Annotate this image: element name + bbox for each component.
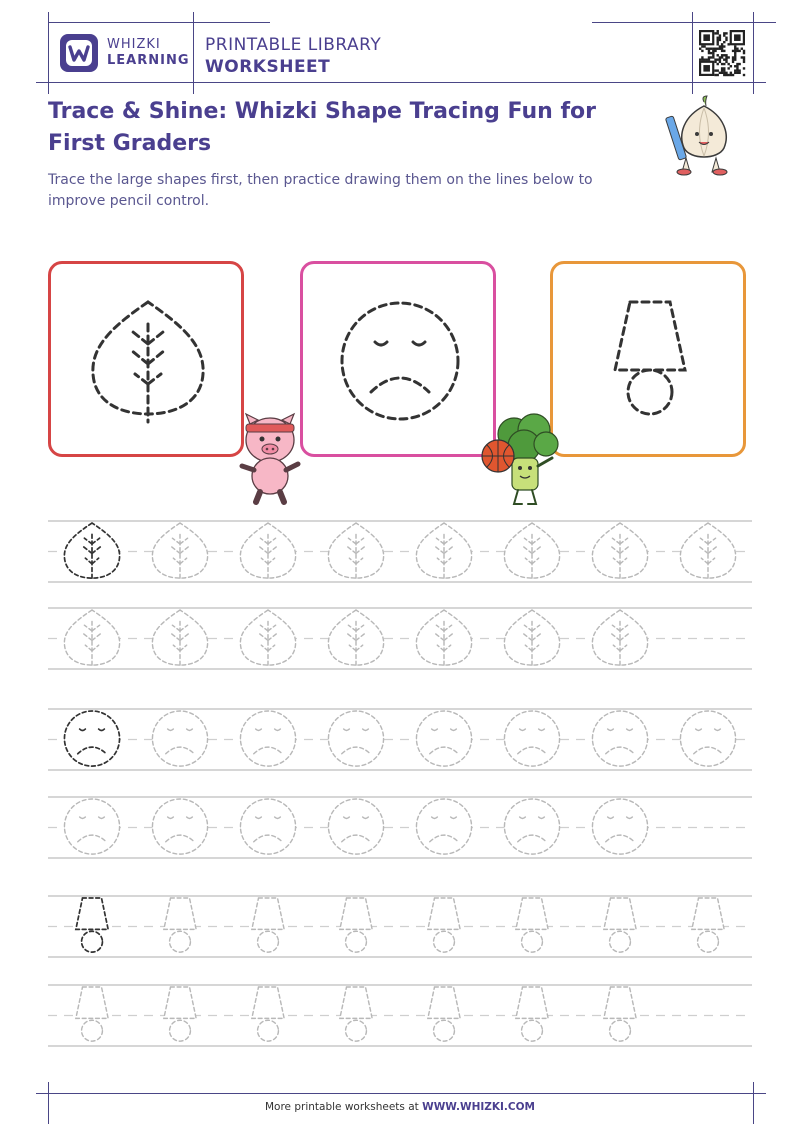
trace-sad-face-icon[interactable] [328,711,383,766]
practice-row-sad-face[interactable] [48,709,752,770]
practice-row-lamp[interactable] [48,985,752,1046]
footer-rule [36,1093,766,1094]
header-rule-bottom [36,82,766,83]
trace-leaf-icon[interactable] [416,523,471,580]
qr-code-icon[interactable] [699,30,745,76]
page-title: Trace & Shine: Whizki Shape Tracing Fun for First Graders [48,99,597,156]
trace-lamp-icon[interactable] [252,898,284,952]
trace-sad-face-icon[interactable] [680,711,735,766]
trace-lamp-icon[interactable] [76,898,108,952]
brand-subname: LEARNING [107,53,190,68]
trace-leaf-icon[interactable] [592,610,647,667]
trace-lamp-icon[interactable] [516,898,548,952]
trace-leaf-icon[interactable] [328,523,383,580]
broccoli-basketball-mascot-icon [478,412,570,508]
trace-lamp-icon[interactable] [604,898,636,952]
trace-leaf-icon[interactable] [240,610,295,667]
trace-sad-face-icon[interactable] [328,799,383,854]
trace-lamp-icon[interactable] [604,987,636,1041]
trace-lamp-icon[interactable] [340,898,372,952]
trace-sad-face-icon[interactable] [416,799,471,854]
trace-leaf-icon[interactable] [240,523,295,580]
trace-lamp-icon[interactable] [428,987,460,1041]
trace-leaf-icon[interactable] [152,610,207,667]
trace-leaf-icon[interactable] [64,523,119,580]
footer-link[interactable]: WWW.WHIZKI.COM [422,1101,535,1113]
header-rule-v1 [48,12,49,94]
trace-lamp-icon[interactable] [516,987,548,1041]
header-rule-v2 [193,12,194,94]
footer-prefix: More printable worksheets at [264,1101,423,1113]
trace-sad-face-icon[interactable] [504,711,559,766]
brand-name: WHIZKI [107,37,161,52]
trace-leaf-icon[interactable] [328,610,383,667]
pig-mascot-icon [236,412,304,504]
practice-row-leaf[interactable] [48,608,752,669]
trace-sad-face-icon[interactable] [152,711,207,766]
trace-sad-face-icon[interactable] [592,711,647,766]
shape-card-leaf [48,261,244,457]
trace-lamp-icon[interactable] [340,987,372,1041]
trace-lamp-icon[interactable] [76,987,108,1041]
trace-lamp-icon[interactable] [692,898,724,952]
practice-row-sad-face[interactable] [48,797,752,858]
header-rule-v3 [692,12,693,94]
trace-sad-face-icon[interactable] [240,711,295,766]
garlic-pencil-mascot-icon [664,96,744,178]
trace-sad-face-icon[interactable] [504,799,559,854]
trace-lamp-icon[interactable] [164,987,196,1041]
worksheet-label: WORKSHEET [205,57,331,77]
practice-row-lamp[interactable] [48,896,752,957]
header-rule-top-left [48,22,270,23]
header-rule-top-right [592,22,776,23]
instructions-text: Trace the large shapes first, then practice drawing them on the lines below to improve pencil control. [48,172,593,209]
trace-leaf-icon[interactable] [64,610,119,667]
trace-leaf-icon[interactable] [504,523,559,580]
trace-sad-face-icon[interactable] [592,799,647,854]
trace-lamp-icon[interactable] [428,898,460,952]
trace-sad-face-icon[interactable] [64,799,119,854]
trace-sad-face-icon[interactable] [64,711,119,766]
whizki-logo-icon [60,34,98,72]
shape-card-sad-face [300,261,496,457]
trace-sad-face-icon[interactable] [152,799,207,854]
trace-lamp-icon[interactable] [252,987,284,1041]
library-label: PRINTABLE LIBRARY [205,35,382,55]
shape-card-lamp [550,261,746,457]
trace-lamp-icon[interactable] [164,898,196,952]
header-rule-v4 [753,12,754,94]
trace-leaf-icon[interactable] [152,523,207,580]
trace-sad-face-icon[interactable] [416,711,471,766]
trace-leaf-icon[interactable] [504,610,559,667]
footer-text [0,1101,800,1113]
trace-leaf-icon[interactable] [592,523,647,580]
trace-leaf-icon[interactable] [416,610,471,667]
trace-sad-face-icon[interactable] [240,799,295,854]
practice-row-leaf[interactable] [48,521,752,582]
trace-leaf-icon[interactable] [680,523,735,580]
